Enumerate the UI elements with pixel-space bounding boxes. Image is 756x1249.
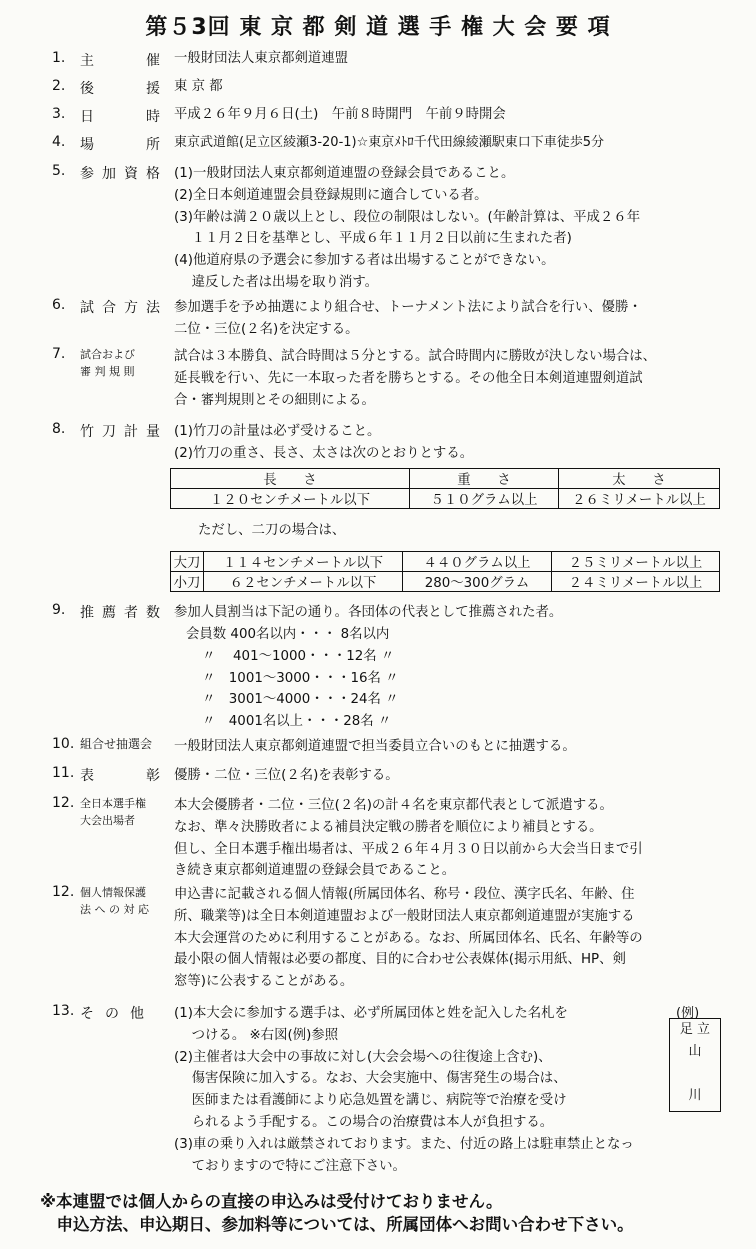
section-label: そ の 他 (80, 1006, 144, 1022)
section-number: 5. (52, 163, 66, 179)
list-item: 〃 401～1000・・・12名 〃 (202, 648, 395, 664)
section-number: 12. (52, 884, 75, 900)
section-number: 13. (52, 1003, 75, 1019)
table-header-row: 長 さ 重 さ 太 さ (171, 469, 720, 489)
section-number: 2. (52, 78, 66, 94)
section-number: 9. (52, 602, 66, 618)
recommended-intro: 参加人員割当は下記の通り。各団体の代表として推薦された者。 (174, 605, 563, 620)
section-label: 場 所 (80, 137, 160, 153)
list-item: 会員数 400名以内・・・ 8名以内 (186, 627, 390, 642)
table-row: １２０センチメートル以下 ５１０グラム以上 ２６ミリメートル以上 (171, 489, 720, 509)
section-number: 1. (52, 50, 66, 66)
quota-list (186, 624, 742, 733)
section-number: 11. (52, 765, 75, 781)
section-label: 表 彰 (80, 768, 160, 784)
section-label: 試合および 審 判 規 則 (80, 348, 135, 378)
section-label: 推 薦 者 数 (80, 605, 160, 621)
organizer-text: 一般財団法人東京都剣道連盟 (174, 51, 349, 66)
privacy-text: 申込書に記載される個人情報(所属団体名、称号・段位、漢字氏名、年齢、住 所、職業等)は全日本剣道連盟および一般財団法人東京都剣道連盟が実施する 本大会運営のために利用することがある。なお、所属団体名、氏名、年齢等の 最小限の個人情報は必要の都度、目的に合わせ公表媒体(掲示用紙、HP、剣 窓等)に公表することがある。 (174, 887, 643, 990)
match-method-text: 参加選手を予め抽選により組合せ、トーナメント法により試合を行い、優勝・ 二位・三位(２名)を決定する。 (174, 300, 642, 337)
section-label: 参 加 資 格 (80, 166, 160, 182)
section-number: 3. (52, 106, 66, 122)
national-text: 本大会優勝者・二位・三位(２名)の計４名を東京都代表として派遣する。 なお、準々決勝敗者による補員決定戦の勝者を順位により補員とする。 但し、全日本選手権出場者は、平成２６年４月３０日以前から大会当日まで引 き続き東京都剣道連盟の登録会員であること。 (174, 798, 643, 879)
datetime-text: 平成２６年９月６日(土) 午前８時開門 午前９時開会 (174, 107, 506, 122)
section-label: 試 合 方 法 (80, 300, 160, 316)
section-number: 7. (52, 346, 66, 362)
list-item: 〃 1001～3000・・・16名 〃 (202, 670, 399, 686)
eligibility-text: (1)一般財団法人東京都剣道連盟の登録会員であること。 (2)全日本剣道連盟会員登録規則に適合している者。 (3)年齢は満２０歳以上とし、段位の制限はしない。(年齢計算は、平成２６年 １１月２日を基準とし、平成６年１１月２日以前に生まれた者) (4)他道府県の予選会に参加する者は出場することができない。 違反した者は出場を取り消す。 (174, 166, 641, 290)
venue-text: 東京武道館(足立区綾瀬3-20-1)☆東京ﾒﾄﾛ千代田線綾瀬駅東口下車徒歩5分 (174, 135, 605, 150)
section-label: 後 援 (80, 81, 160, 97)
section-number: 10. (52, 736, 75, 752)
shinai-check-text: (1)竹刀の計量は必ず受けること。 (2)竹刀の重さ、長さ、太さは次のとおりとする。 (174, 424, 474, 461)
table-row: 大刀 １１４センチメートル以下 ４４０グラム以上 ２５ミリメートル以上 (171, 552, 720, 572)
list-item: 〃 3001～4000・・・24名 〃 (202, 692, 399, 708)
table-row: 小刀 ６２センチメートル以下 280～300グラム ２４ミリメートル以上 (171, 572, 720, 592)
section-label: 日 時 (80, 109, 160, 125)
footer-notice: ※本連盟では個人からの直接の申込みは受付けておりません。 申込方法、申込期日、参加料等については、所属団体へお問い合わせ下さい。 (40, 1192, 634, 1234)
nitou-spec-table (170, 551, 720, 592)
nameplate-example: 足 立 山 川 (669, 1018, 721, 1112)
section-label: 全日本選手権 大会出場者 (80, 797, 146, 827)
section-label: 主 催 (80, 53, 160, 69)
example-label: (例) (676, 1006, 700, 1021)
section-number: 6. (52, 297, 66, 313)
page-title: 第５3回 東 京 都 剣 道 選 手 権 大 会 要 項 (145, 15, 611, 40)
nitou-note: ただし、二刀の場合は、 (198, 523, 346, 538)
section-label: 組合せ抽選会 (80, 737, 153, 751)
section-number: 8. (52, 421, 66, 437)
award-text: 優勝・二位・三位(２名)を表彰する。 (174, 768, 399, 783)
other-text: (1)本大会に参加する選手は、必ず所属団体と姓を記入した名札を つける。 ※右図(例)参照 (2)主催者は大会中の事故に対し(大会会場への往復途上含む)、 傷害保険に加入する。なお、大会実施中、傷害発生の場合は、 医師または看護師により応急処置を講じ、病院等で治療を受け られるよう手配する。この場合の治療費は本人が負担する。 (3)車の乗り入れは厳禁されております。また、付近の路上は駐車禁止となっ ておりますので特にご注意下さい。 (174, 1006, 634, 1174)
section-number: 4. (52, 134, 66, 150)
section-label: 竹 刀 計 量 (80, 424, 160, 440)
rules-text: 試合は３本勝負、試合時間は５分とする。試合時間内に勝敗が決しない場合は、 延長戦を行い、先に一本取った者を勝ちとする。その他全日本剣道連盟剣道試 合・審判規則とその細則による。 (174, 349, 657, 408)
section-number: 12. (52, 795, 75, 811)
section-label: 個人情報保護 法 へ の 対 応 (80, 886, 149, 916)
draw-text: 一般財団法人東京都剣道連盟で担当委員立合いのもとに抽選する。 (174, 739, 576, 754)
shinai-spec-table (170, 468, 720, 509)
list-item: 〃 4001名以上・・・28名 〃 (202, 714, 392, 730)
support-text: 東 京 都 (174, 79, 223, 94)
